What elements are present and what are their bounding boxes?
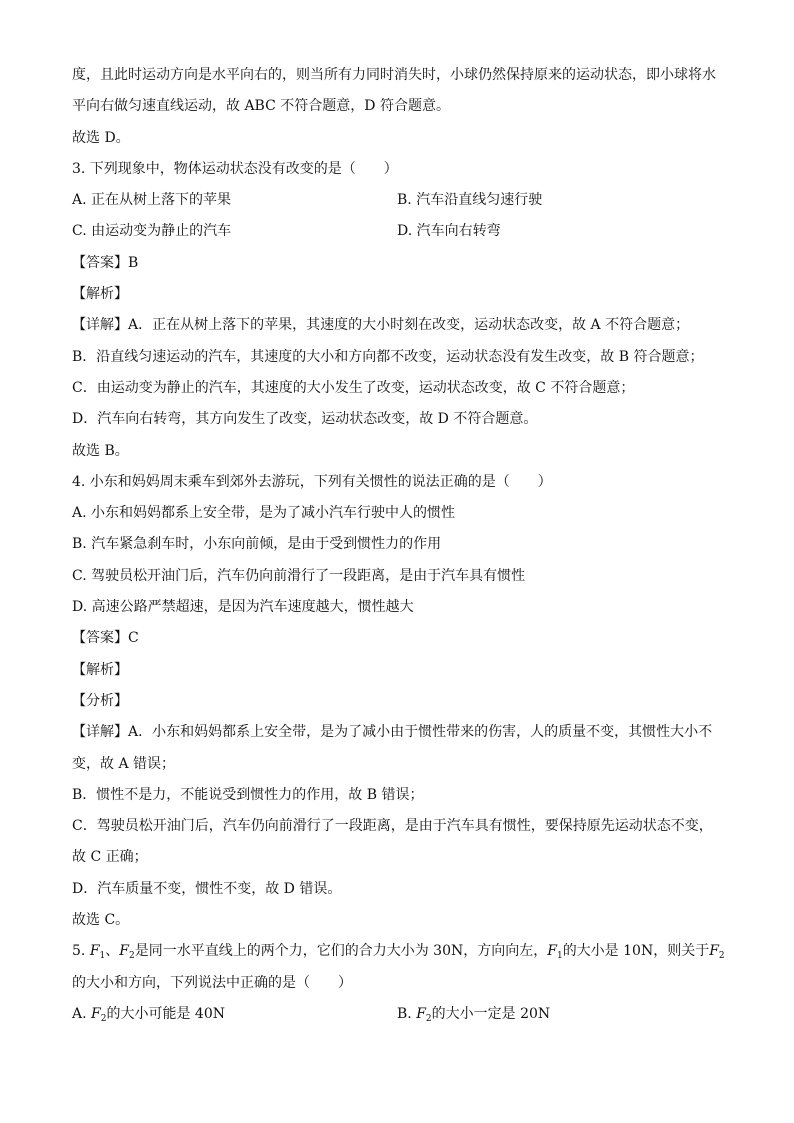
q5-option-b-prefix: B. [397, 1005, 417, 1022]
q5-option-b-text: 的大小一定是 20N [431, 1005, 551, 1022]
q5-option-a-prefix: A. [72, 1005, 92, 1022]
q3-analysis: 【解析】 [72, 286, 128, 303]
q4-option-d: D. 高速公路严禁超速，是因为汽车速度越大，惯性越大 [72, 599, 414, 616]
q4-detail-6: D．汽车质量不变，惯性不变，故 D 错误。 [72, 880, 342, 897]
q5-f2-symbol-2: F [709, 943, 719, 960]
q4-answer: 【答案】C [72, 630, 139, 647]
q4-detail-4: C．驾驶员松开油门后，汽车仍向前滑行了一段距离，是由于汽车具有惯性，要保持原先运动状态不变， [72, 818, 713, 835]
q5-separator: 、 [105, 943, 120, 960]
q3-option-c: C. 由运动变为静止的汽车 [72, 223, 232, 240]
q3-option-b: B. 汽车沿直线匀速行驶 [397, 192, 543, 209]
q3-answer: 【答案】B [72, 254, 139, 271]
q4-analysis: 【解析】 [72, 661, 128, 678]
q5-stem-line-1 [72, 936, 725, 967]
q5-options-row-1 [72, 999, 722, 1030]
q3-option-d: D. 汽车向右转弯 [397, 223, 501, 240]
q4-detail-2: 变，故 A 错误； [72, 755, 176, 772]
q5-option-a-sub: 2 [100, 1013, 107, 1024]
q5-f2-subscript: 2 [128, 951, 135, 962]
q4-detail-1: 【详解】A．小东和妈妈都系上安全带，是为了减小由于惯性带来的伤害，人的质量不变，其惯性大小不 [72, 724, 713, 741]
q3-option-a: A. 正在从树上落下的苹果 [72, 192, 232, 209]
q3-detail-1: 【详解】A．正在从树上落下的苹果，其速度的大小时刻在改变，运动状态改变，故 A 不符合题意； [72, 317, 690, 334]
q5-f1-subscript: 1 [99, 951, 106, 962]
q5-option-b-f2: F [416, 1005, 426, 1022]
q4-detail-5: 故 C 正确； [72, 849, 148, 866]
q3-choose: 故选 B。 [72, 442, 129, 459]
q4-option-a: A. 小东和妈妈都系上安全带，是为了减小汽车行驶中人的惯性 [72, 505, 456, 522]
q5-number: 5. [72, 943, 90, 960]
intro-choose: 故选 D。 [72, 129, 130, 146]
q5-option-a-text: 的大小可能是 40N [106, 1005, 225, 1022]
q5-option-b-sub: 2 [425, 1013, 432, 1024]
q5-f2-symbol: F [119, 943, 129, 960]
q3-options-row-1 [72, 185, 722, 216]
q5-f1-symbol-2: F [547, 943, 557, 960]
q3-options-row-2 [72, 216, 722, 247]
intro-line-2: 平向右做匀速直线运动，故 ABC 不符合题意，D 符合题意。 [72, 98, 450, 115]
q5-option-a-f2: F [91, 1005, 101, 1022]
q5-f1-symbol: F [89, 943, 100, 960]
q3-detail-2: B．沿直线匀速运动的汽车，其速度的大小和方向都不改变，运动状态没有发生改变，故 B 符合题意； [72, 348, 704, 365]
q3-detail-4: D．汽车向右转弯，其方向发生了改变，运动状态改变，故 D 不符合题意。 [72, 411, 538, 428]
q3-detail-3: C．由运动变为静止的汽车，其速度的大小发生了改变，运动状态改变，故 C 不符合题意； [72, 379, 635, 396]
q5-f2-subscript-2: 2 [718, 951, 725, 962]
q4-choose: 故选 C。 [72, 912, 130, 929]
q5-stem-text-1: 是同一水平直线上的两个力，它们的合力大小为 30N，方向向左， [134, 943, 548, 960]
q5-stem-text-2: 的大小是 10N，则关于 [562, 943, 710, 960]
q3-stem: 3. 下列现象中，物体运动状态没有改变的是（ ） [72, 160, 398, 177]
q4-option-c: C. 驾驶员松开油门后，汽车仍向前滑行了一段距离，是由于汽车具有惯性 [72, 567, 526, 584]
intro-line-1: 度，且此时运动方向是水平向右的，则当所有力同时消失时，小球仍然保持原来的运动状态，即小球将水 [72, 67, 716, 83]
q4-stem: 4. 小东和妈妈周末乘车到郊外去游玩，下列有关惯性的说法正确的是（ ） [72, 473, 552, 490]
q4-detail-3: B．惯性不是力，不能说受到惯性力的作用，故 B 错误； [72, 786, 424, 803]
q5-stem-line-2: 的大小和方向，下列说法中正确的是（ ） [72, 974, 352, 991]
q5-option-b [397, 999, 550, 1030]
q5-f1-subscript-2: 1 [556, 951, 563, 962]
q4-fenxi: 【分析】 [72, 692, 128, 709]
q4-option-b: B. 汽车紧急刹车时，小东向前倾，是由于受到惯性力的作用 [72, 536, 442, 553]
document-page [72, 60, 725, 1030]
q5-option-a [72, 999, 225, 1030]
